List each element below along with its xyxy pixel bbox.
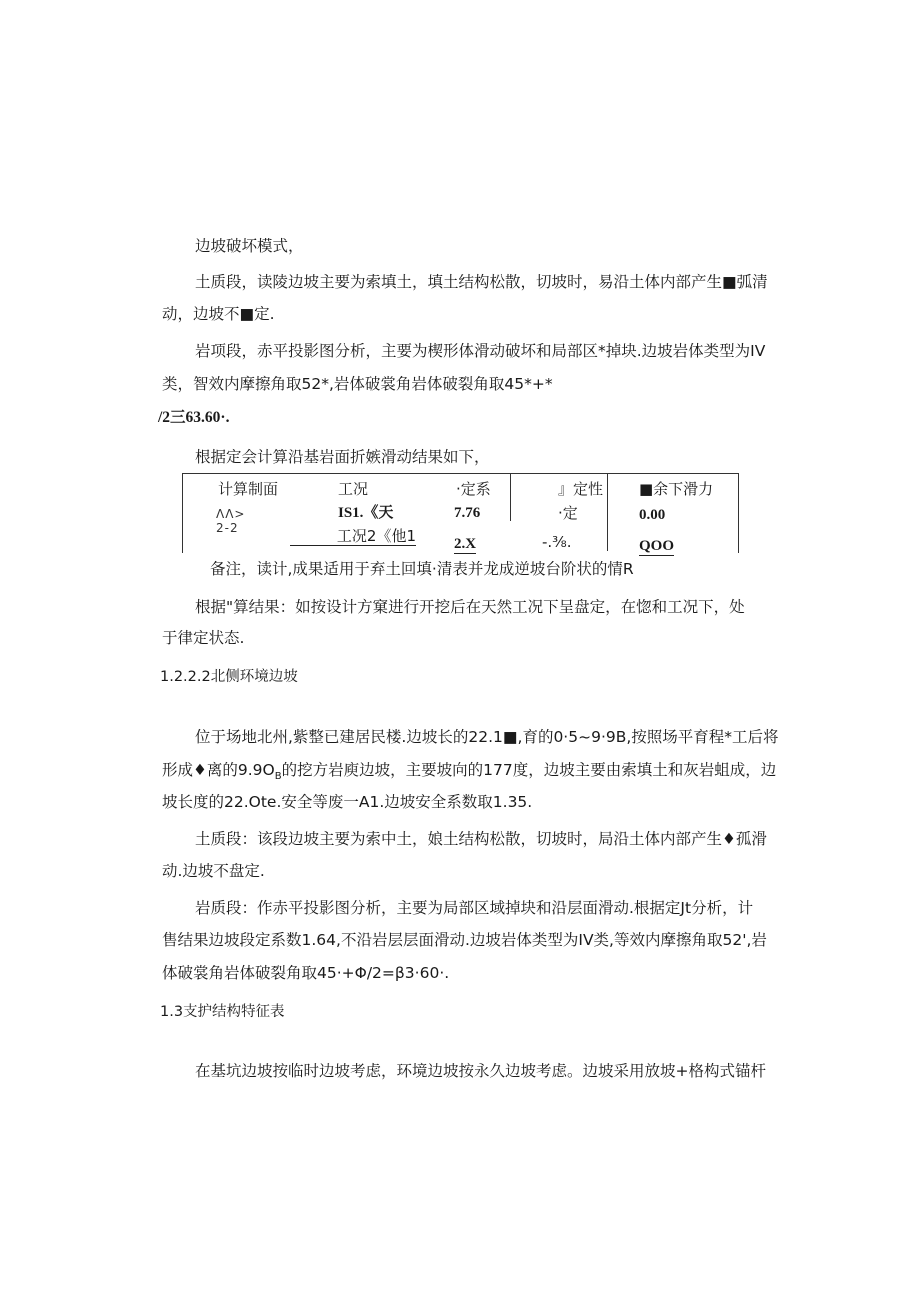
table-header-factor: ·定系 [456, 480, 491, 498]
table-cell-condition-1: IS1.《天 [338, 505, 394, 521]
table-cell-residual-1: 0.00 [639, 507, 666, 523]
table-cell-section: ΛΛ> [216, 507, 246, 521]
conclusion-line1: 根据"算结果：如按设计方窠进行开挖后在天然工况下呈盘定，在惚和工况下，处 [195, 598, 745, 616]
table-cell-stability-2: -.⅜. [542, 533, 572, 551]
table-note: 备注，读计,成果适用于弃土回填·清表并龙成逆坡台阶状的情R [210, 560, 634, 578]
section-1222-p1-line1: 位于场地北州,紫整已建居民楼.边坡长的22.1■,育的0·5~9·9B,按照场平育程*工后将 [195, 728, 779, 746]
heading-1-3: 1.3支护结构特征表 [160, 1004, 285, 1020]
paragraph-soil-section-line1: 土质段，读陵边坡主要为索填土，填土结构松散，切坡时，易沿土体内部产生■弧清 [195, 273, 768, 291]
table-cell-factor-2: 2.X [454, 536, 477, 552]
section-1222-p2-line2: 动.边坡不盘定. [162, 862, 265, 880]
paragraph-failure-mode-title: 边坡破坏模式， [195, 237, 304, 255]
table-divider-2 [607, 473, 608, 551]
table-header-stability: 』定性 [558, 480, 604, 498]
section-1222-p3-line1: 岩质段：作赤平投影图分析，主要为局部区域掉块和沿层面滑动.根据定Jt分析，计 [195, 899, 754, 917]
table-cell-factor-1: 7.76 [454, 505, 481, 521]
table-cell-residual-2: QOO [639, 538, 675, 554]
table-cell-section-sub: 2-2 [216, 521, 239, 535]
section-1222-p1-subscript: B [274, 771, 282, 783]
table-divider-1 [510, 473, 511, 521]
table-header-condition: 工况 [338, 480, 369, 498]
table-top-border [182, 473, 739, 474]
table-cell-stability-1: ·定 [558, 504, 578, 522]
section-13-p1: 在基坑边坡按临时边坡考虑，环境边坡按永久边坡考虑。边坡采用放坡+格构式锚杆 [195, 1062, 766, 1080]
section-1222-p3-line3: 体破裳角岩体破裂角取45·+Φ/2=β3·60·. [162, 964, 450, 982]
conclusion-line2: 于律定状态. [162, 629, 245, 647]
table-header-section: 计算制面 [218, 480, 279, 498]
paragraph-calc-intro: 根据定会计算沿基岩面折嫉滑动结果如下， [195, 448, 490, 466]
table-header-residual-force: ■余下滑力 [639, 480, 714, 498]
section-1222-p2-line1: 土质段：该段边坡主要为索中土，娘土结构松散，切坡时，局沿土体内部产生♦孤滑 [195, 830, 767, 848]
section-1222-p3-line2: 售结果边坡段定系数1.64,不沿岩层层面滑动.边坡岩体类型为IV类,等效内摩擦角取52',岩 [162, 931, 767, 949]
paragraph-rock-section-line2: 类，智效内摩擦角取52*,岩体破裳角岩体破裂角取45*+* [162, 375, 553, 393]
section-1222-p1-line2-a: 形成♦离的9.9O [162, 761, 275, 779]
heading-1-2-2-2: 1.2.2.2北侧环境边坡 [160, 669, 298, 685]
section-1222-p1-line3: 坡长度的22.Ote.安全等废一A1.边坡安全系数取1.35. [162, 793, 533, 811]
table-right-border [738, 473, 739, 553]
paragraph-rock-section-line3: /2三63.60·. [158, 409, 230, 426]
paragraph-rock-section-line1: 岩项段，赤平投影图分析，主要为楔形体滑动破坏和局部区*掉块.边坡岩体类型为IV [195, 342, 766, 360]
table-left-border [182, 473, 183, 553]
section-1222-p1-line2 [162, 760, 776, 787]
stability-table [182, 473, 739, 553]
paragraph-soil-section-line2: 动，边坡不■定. [162, 305, 275, 323]
table-cell-condition-2: 工况2《他1 [290, 527, 416, 546]
section-1222-p1-line2-b: 的挖方岩庾边坡，主要坡向的177度，边坡主要由索填土和灰岩蛆成，边 [281, 761, 777, 779]
